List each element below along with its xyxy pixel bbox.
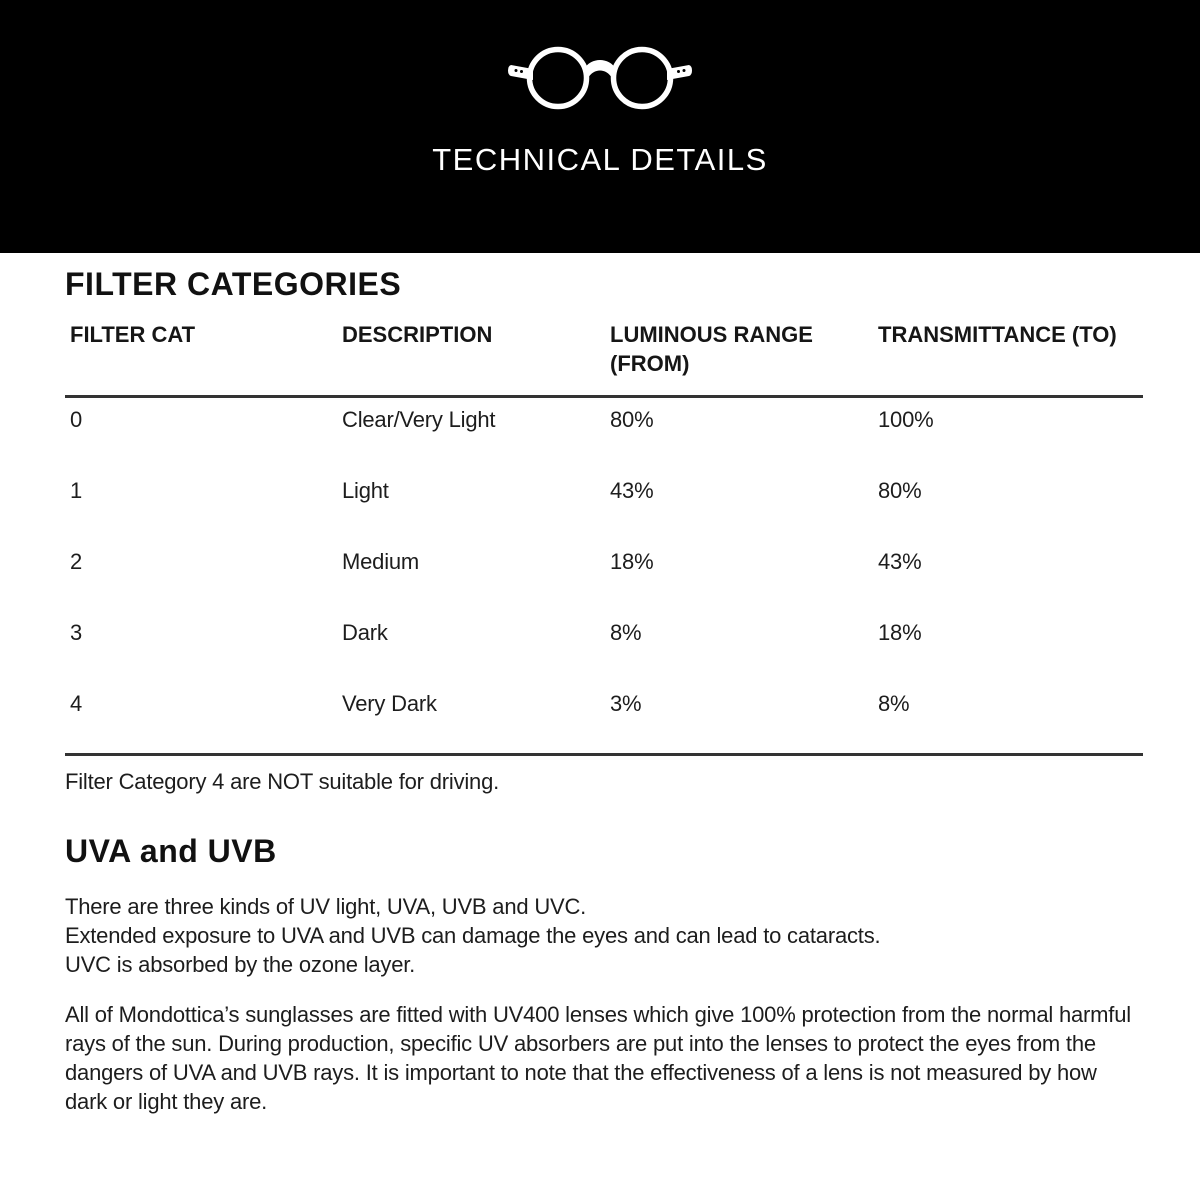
row-description: Clear/Very Light [342,407,496,432]
column-header-transmittance: TRANSMITTANCE (TO) [878,322,1117,347]
row-transmittance-to: 43% [878,549,922,574]
row-cat: 1 [70,478,83,503]
row-cat: 4 [70,691,83,716]
table-row [65,611,1142,682]
row-cat: 3 [70,620,83,645]
table-row [65,469,1142,540]
uv-intro-paragraph [65,892,1142,979]
row-luminous-from: 18% [610,549,654,574]
row-transmittance-to: 100% [878,407,934,432]
glasses-icon-svg [505,42,695,110]
row-description: Dark [342,620,388,645]
row-transmittance-to: 80% [878,478,922,503]
main-content [0,266,1200,1116]
table-row [65,682,1142,753]
uv-body-paragraph: All of Mondottica’s sunglasses are fitted with UV400 lenses which give 100% protection from the normal harmful rays of the sun. During production, specific UV absorbers are put into the lenses to protect the eyes from the dangers of UVA and UVB rays. It is important to note that the effectiveness of a lens is not measured by how dark or light they are. [65,1002,1131,1114]
glasses-icon [505,42,695,110]
uv-intro-line-2: Extended exposure to UVA and UVB can damage the eyes and can lead to cataracts. [65,923,881,948]
row-cat: 2 [70,549,83,574]
table-note: Filter Category 4 are NOT suitable for driving. [65,769,500,794]
row-description: Medium [342,549,420,574]
table-header-row [65,320,1142,378]
row-description: Very Dark [342,691,437,716]
row-luminous-from: 80% [610,407,654,432]
row-cat: 0 [70,407,83,432]
column-header-description: DESCRIPTION [342,322,493,347]
table-row [65,398,1142,469]
row-luminous-from: 8% [610,620,642,645]
section-heading-uva-uvb: UVA and UVB [65,833,277,869]
header-banner [0,0,1200,253]
row-transmittance-to: 18% [878,620,922,645]
table-row [65,540,1142,611]
section-heading-filter-categories: FILTER CATEGORIES [65,266,402,302]
uv-intro-line-3: UVC is absorbed by the ozone layer. [65,952,416,977]
row-description: Light [342,478,389,503]
row-transmittance-to: 8% [878,691,910,716]
uv-intro-line-1: There are three kinds of UV light, UVA, UVB and UVC. [65,894,587,919]
page-title: TECHNICAL DETAILS [432,142,768,177]
table-bottom-rule [65,753,1143,756]
row-luminous-from: 3% [610,691,642,716]
column-header-luminous-range: LUMINOUS RANGE (FROM) [610,322,813,376]
column-header-filter-cat: FILTER CAT [70,322,196,347]
row-luminous-from: 43% [610,478,654,503]
